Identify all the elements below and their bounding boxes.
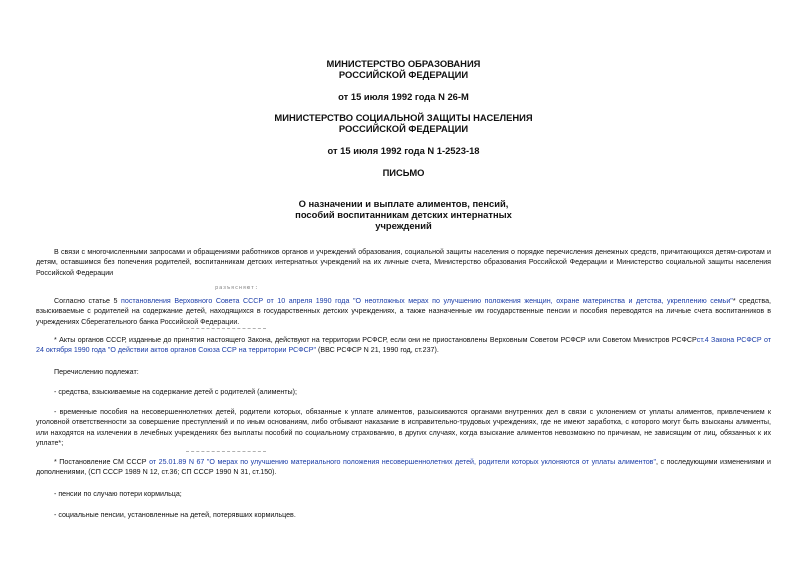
footnote-1 xyxy=(36,335,771,356)
fn2-text-start: * Постановление СМ СССР xyxy=(54,458,150,466)
fn2-text-end: , с последующими изменениями и дополнениями, (СП СССР 1989 N 12, ст.36; СП СССР 1990 N 31, ст.150). xyxy=(36,458,772,477)
footnote-separator-2 xyxy=(186,451,266,452)
list-item-survivor-pension: - пенсии по случаю потери кормильца; xyxy=(54,490,182,498)
title-line-3: учреждений xyxy=(375,220,432,231)
list-item-alimony: - средства, взыскиваемые на содержание детей с родителей (алименты); xyxy=(54,388,297,396)
p2-text-start: Согласно статье 5 xyxy=(54,297,122,305)
paragraph-article-5 xyxy=(36,296,771,327)
title-line-2: пособий воспитанникам детских интернатных xyxy=(295,209,512,220)
law-rsfsr-1990-link[interactable]: ст.4 Закона РСФСР от 24 октября 1990 года "О действии актов органов Союза ССР на территории РСФСР" xyxy=(36,336,771,355)
resolution-1990-link[interactable]: постановления Верховного Совета СССР от 10 апреля 1990 года "О неотложных мерах по улучшению положения женщин, охране материнства и детства, укреплению семьи" xyxy=(121,297,733,305)
footnote-2 xyxy=(36,457,771,478)
ministry-education-line2: РОССИЙСКОЙ ФЕДЕРАЦИИ xyxy=(338,69,469,80)
list-item-social-pension: - социальные пенсии, установленные на детей, потерявших кормильцев. xyxy=(54,511,296,519)
subject-to-transfer: Перечислению подлежат: xyxy=(54,368,139,376)
fn1-text-start: * Акты органов СССР, изданные до принятия настоящего Закона, действуют на территории РСФСР, если они не приостановлены Верховным Советом РСФСР или Советом Министров РСФСР xyxy=(54,336,697,344)
ministry-education-line1: МИНИСТЕРСТВО ОБРАЗОВАНИЯ xyxy=(326,58,481,69)
document-date-2: от 15 июля 1992 года N 1-2523-18 xyxy=(327,145,480,156)
ministry-social-line1: МИНИСТЕРСТВО СОЦИАЛЬНОЙ ЗАЩИТЫ НАСЕЛЕНИЯ xyxy=(274,112,533,123)
title-line-1: О назначении и выплате алиментов, пенсий, xyxy=(298,198,509,209)
footnote-separator-1 xyxy=(186,328,266,329)
resolution-1989-link[interactable]: от 25.01.89 N 67 "О мерах по улучшению материального положения несовершеннолетних детей, родители которых уклоняются от уплаты алиментов" xyxy=(149,458,656,466)
intro-paragraph: В связи с многочисленными запросами и обращениями работников органов и учреждений образования, социальной защиты населения о порядке перечисления денежных средств, причитающихся детям-сиротам и детям, оставшимся без попечения родителей, воспитанникам детских интернатных учреждений на их личные счета, Министерство образования Российской Федерации и Министерство социальной защиты населения Российской Федерации xyxy=(36,248,771,277)
document-date-1: от 15 июля 1992 года N 26-М xyxy=(338,91,469,102)
ministry-social-line2: РОССИЙСКОЙ ФЕДЕРАЦИИ xyxy=(338,123,469,134)
document-type: ПИСЬМО xyxy=(382,167,425,178)
fn1-text-end: (ВВС РСФСР N 21, 1990 год, ст.237). xyxy=(316,346,439,355)
list-item-temporary-benefits: - временные пособия на несовершеннолетних детей, родители которых, обязанные к уплате алиментов, разыскиваются органами внутренних дел в связи с уклонением от уплаты алиментов, привлечением к уголовной ответственности за совершение преступлений и по иным основаниям, либо отбывают наказание в исправительно-трудовых учреждениях, где не имеют заработка, с которого могут быть взысканы алименты, или находятся на излечении в лечебных учреждениях без выплаты пособий по социальному страхованию, в других случаях, когда взыскание алиментов невозможно по причинам, не зависящим от лиц, обязанных к их уплате*; xyxy=(36,408,771,448)
explains-label: разъясняют: xyxy=(215,285,259,291)
p2-text-end: * средства, взыскиваемые с родителей на содержание детей, находящихся в государственных детских учреждениях, а также назначенные им государственные пенсии и пособия переводятся на личные счета воспитанников в учреждениях Сберегательного банка Российской Федерации. xyxy=(36,297,771,326)
